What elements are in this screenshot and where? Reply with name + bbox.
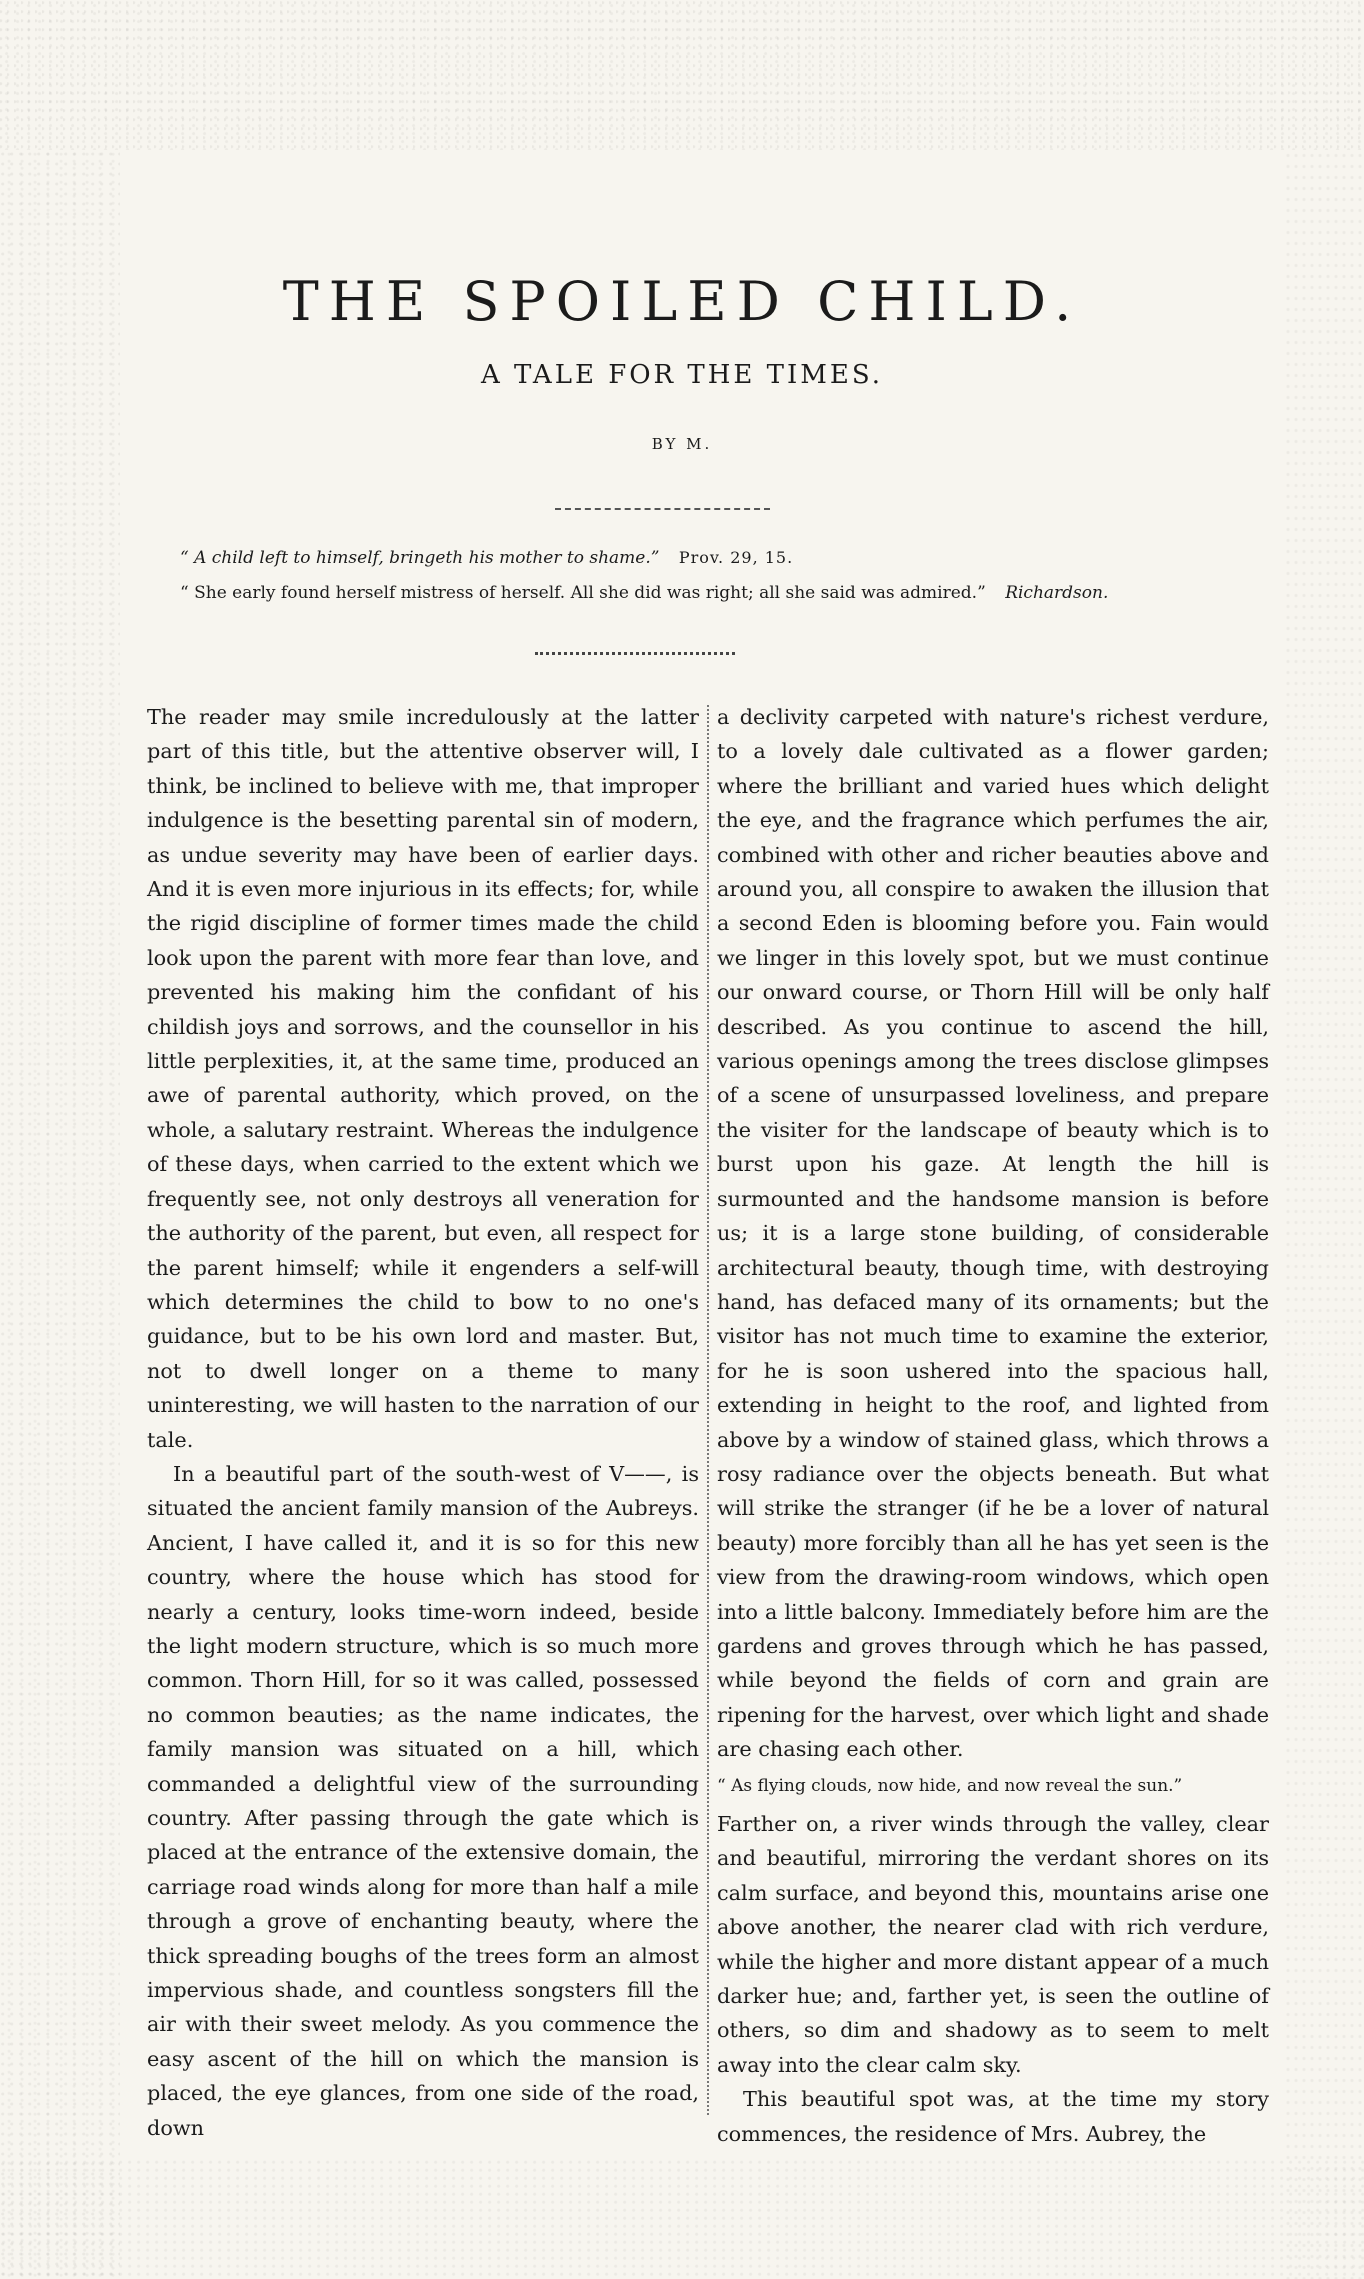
ornamental-rule-bottom	[535, 652, 735, 655]
right-paragraph-1: a declivity carpeted with nature's richest verdure, to a lovely dale cultivated as a flower garden; where the brilliant and varied hues which delight the eye, and the fragrance which perfumes the air, combined with other and richer beauties above and around you, all conspire to awaken the illusion that a second Eden is blooming before you. Fain would we linger in this lovely spot, but we must continue our onward course, or Thorn Hill will be only half described. As you continue to ascend the hill, various openings among the trees disclose glimpses of a scene of unsurpassed loveliness, and prepare the visiter for the landscape of beauty which is to burst upon his gaze. At length the hill is surmounted and the handsome mansion is before us; it is a large stone building, of considerable architectural beauty, though time, with destroying hand, has defaced many of its ornaments; but the visitor has not much time to examine the exterior, for he is soon ushered into the spacious hall, extending in height to the roof, and lighted from above by a window of stained glass, which throws a rosy radiance over the objects beneath. But what will strike the stranger (if he be a lover of natural beauty) more forcibly than all he has yet seen is the view from the drawing-room windows, which open into a little balcony. Immediately before him are the gardens and groves through which he has passed, while beyond the fields of corn and grain are ripening for the harvest, over which light and shade are chasing each other.	[717, 705, 1269, 1762]
epigraph-2-source: Richardson.	[1005, 583, 1109, 603]
paper-noise-top	[0, 0, 1364, 150]
left-column	[147, 700, 699, 2140]
epigraph-2	[180, 583, 1108, 603]
column-divider	[707, 705, 709, 2115]
left-paragraph-2: In a beautiful part of the south-west of V——, is situated the ancient family mansion of the Aubreys. Ancient, I have called it, and it is so for this new country, where the house which has stood for nearly a century, looks time-worn indeed, beside the light modern structure, which is so much more common. Thorn Hill, for so it was called, possessed no common beauties; as the name indicates, the family mansion was situated on a hill, which commanded a delightful view of the surrounding country. After passing through the gate which is placed at the entrance of the extensive domain, the carriage road winds along for more than half a mile through a grove of enchanting beauty, where the thick spreading boughs of the trees form an almost impervious shade, and countless songsters fill the air with their sweet melody. As you commence the easy ascent of the hill on which the mansion is placed, the eye glances, from one side of the road, down	[147, 1461, 699, 2140]
left-paragraph-1: The reader may smile incredulously at the latter part of this title, but the attentive observer will, I think, be inclined to believe with me, that improper indulgence is the besetting parental sin of modern, as undue severity may have been of earlier days. And it is even more injurious in its effects; for, while the rigid discipline of former times made the child look upon the parent with more fear than love, and prevented his making him the confidant of his childish joys and sorrows, and the counsellor in his little perplexities, it, at the same time, produced an awe of parental authority, which proved, on the whole, a salutary restraint. Whereas the indulgence of these days, when carried to the extent which we frequently see, not only destroys all veneration for the authority of the parent, but even, all respect for the parent himself; while it engenders a self-will which determines the child to bow to no one's guidance, but to be his own lord and master. But, not to dwell longer on a theme to many uninteresting, we will hasten to the narration of our tale.	[147, 705, 699, 1452]
ornamental-rule-top	[555, 508, 770, 510]
epigraph-1-text: “ A child left to himself, bringeth his mother to shame.”	[180, 548, 660, 568]
byline: BY M.	[651, 435, 713, 453]
right-column	[717, 700, 1269, 2146]
verse-quote: “ As flying clouds, now hide, and now reveal the sun.”	[717, 1775, 1183, 1796]
right-paragraph-3: This beautiful spot was, at the time my story commences, the residence of Mrs. Aubrey, the	[717, 2087, 1269, 2146]
right-paragraph-2: Farther on, a river winds through the valley, clear and beautiful, mirroring the verdant shores on its calm surface, and beyond this, mountains arise one above another, the nearer clad with rich verdure, while the higher and more distant appear of a much darker hue; and, farther yet, is seen the outline of others, so dim and shadowy as to seem to melt away into the clear calm sky.	[717, 1812, 1269, 2077]
paper-noise-left	[0, 150, 120, 2279]
epigraph-2-text: “ She early found herself mistress of herself. All she did was right; all she said was admired.”	[180, 583, 986, 603]
epigraph-1	[180, 548, 793, 568]
page-title: THE SPOILED CHILD.	[282, 270, 1082, 333]
paper-noise-bottom	[0, 2159, 1364, 2279]
page-subtitle: A TALE FOR THE TIMES.	[480, 360, 884, 390]
epigraph-1-source: Prov. 29, 15.	[678, 548, 794, 567]
paper-noise-right	[1284, 150, 1364, 2279]
